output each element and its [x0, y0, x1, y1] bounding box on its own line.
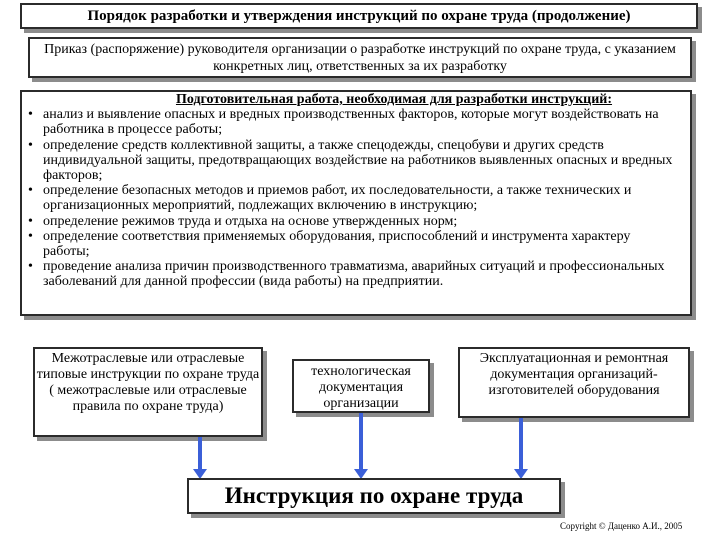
preparation-box: [20, 90, 692, 316]
preparation-heading: Подготовительная работа, необходимая для разработки инструкций:: [175, 92, 613, 107]
preparation-item: • определение безопасных методов и приемов работ, их последовательности, а также технических и организационных мероприятий, подлежащих включению в инструкцию;: [28, 183, 680, 213]
source-text: технологическая документация организации: [311, 364, 411, 411]
connector-line: [359, 413, 363, 471]
order-box: [28, 37, 692, 78]
preparation-item: • определение средств коллективной защиты, а также спецодежды, спецобуви и других средств индивидуальной защиты, предотвращающих воздействие на работников выявленных опасных и вредных факторов;: [28, 138, 680, 184]
source-text: Эксплуатационная и ремонтная документация организаций-изготовителей оборудования: [479, 351, 669, 398]
source-text: Межотраслевые или отраслевые типовые инструкции по охране труда ( межотраслевые или отраслевые правила по охране труда): [36, 351, 260, 414]
source-box-standard-instructions: [33, 347, 263, 437]
slide-title: [20, 3, 698, 29]
preparation-item: • анализ и выявление опасных и вредных производственных факторов, которые могут воздействовать на работника в процессе работы;: [28, 107, 680, 137]
result-text: Инструкция по охране труда: [224, 483, 524, 508]
preparation-item: • определение режимов труда и отдыха на основе утвержденных норм;: [28, 214, 680, 229]
result-box: [187, 478, 561, 514]
connector-line: [519, 418, 523, 471]
source-box-operational-docs: [458, 347, 690, 418]
slide-title-text: Порядок разработки и утверждения инструкций по охране труда (продолжение): [87, 8, 631, 24]
preparation-item: • проведение анализа причин производственного травматизма, аварийных ситуаций и профессиональных заболеваний для данной профессии (вида работы) на предприятии.: [28, 259, 680, 289]
connector-line: [198, 437, 202, 471]
preparation-list: [28, 107, 680, 289]
copyright-text: Copyright © Даценко А.И., 2005: [560, 521, 683, 531]
source-box-technological-docs: [292, 359, 430, 413]
order-text: Приказ (распоряжение) руководителя организации о разработке инструкций по охране труда, с указанием конкретных лиц, ответственных за их разработку: [44, 42, 676, 74]
preparation-item: • определение соответствия применяемых оборудования, приспособлений и инструмента характеру работы;: [28, 229, 680, 259]
